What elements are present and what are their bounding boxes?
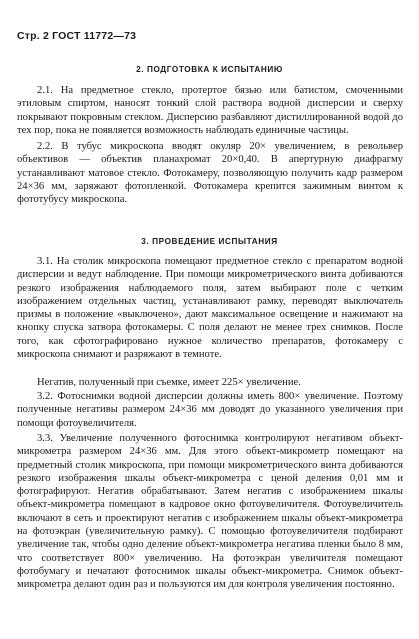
section-title-preparation: 2. ПОДГОТОВКА К ИСПЫТАНИЮ: [136, 65, 283, 74]
paragraph-2-1: 2.1. На предметное стекло, протертое бязью или батистом, смоченными этиловым спиртом, наносят тонкий слой раствора водной дисперсии и сверху покрывают покровным стеклом. Дисперсию разбавляют дистиллированной водой до тех пор, пока не появляется возможность наблюдать единичные частицы.: [17, 85, 403, 136]
page-header: Стр. 2 ГОСТ 11772—73: [17, 30, 137, 42]
paragraph-negative: Негатив, полученный при съемке, имеет 225× увеличение.: [37, 377, 301, 388]
section-title-testing: 3. ПРОВЕДЕНИЕ ИСПЫТАНИЯ: [141, 237, 278, 246]
paragraph-2-2: 2.2. В тубус микроскопа вводят окуляр 20× увеличением, в револьвер объективов — объектив планахромат 20×0,40. В апертурную диафрагму устанавливают матовое стекло. Фотокамеру, позволяющую получить кадр размером 24×36 мм, заряжают фотопленкой. Фотокамера крепится зажимным винтом к фототубусу микроскопа.: [17, 141, 403, 206]
paragraph-3-1: 3.1. На столик микроскопа помещают предметное стекло с препаратом водной дисперсии и ведут наблюдение. При помощи микрометрического винта добиваются резкого изображения наблюдаемого поля, затем выбирают поле с четким изображением отдельных частиц, устанавливают рамку, переводят выключатель призмы в положение «выключено», дают максимальное освещение и нажимают на кнопку спуска затвора фотокамеры. С поля делают не менее трех снимков. После того, как сфотографировано нужное количество препаратов, фотокамеру с микроскопа снимают и разряжают в темноте.: [17, 256, 403, 361]
paragraph-3-2: 3.2. Фотоснимки водной дисперсии должны иметь 800× увеличение. Поэтому полученные негативы размером 24×36 мм доводят до указанного увеличения при помощи фотоувеличителя.: [17, 391, 403, 429]
paragraph-3-3: 3.3. Увеличение полученного фотоснимка контролируют негативом объект-микрометра размером 24×36 мм. Для этого объект-микрометр помещают на предметный столик микроскопа, при помощи микрометрического винта добиваются резкого изображения шкалы объект-микрометра с ценой деления 0,01 мм и фотографируют. Негатив обрабатывают. Затем негатив с изображением шкалы объект-микрометра помещают в кадровое окно фотоувеличителя. Фотоувеличитель включают в сеть и проектируют негатив с изображением шкалы объект-микрометра на фотоэкран (увеличительную рамку). С помощью фотоувеличителя подбирают увеличение так, чтобы одно деление объект-микрометра негатива пленки было 8 мм, что соответствует 800× увеличению. На фотоэкран увеличителя помещают фотобумагу и печатают фотоснимок шкалы объект-микрометра. Снимок объект-микрометра делают один раз и пользуются им для контроля увеличения постоянно.: [17, 433, 403, 591]
